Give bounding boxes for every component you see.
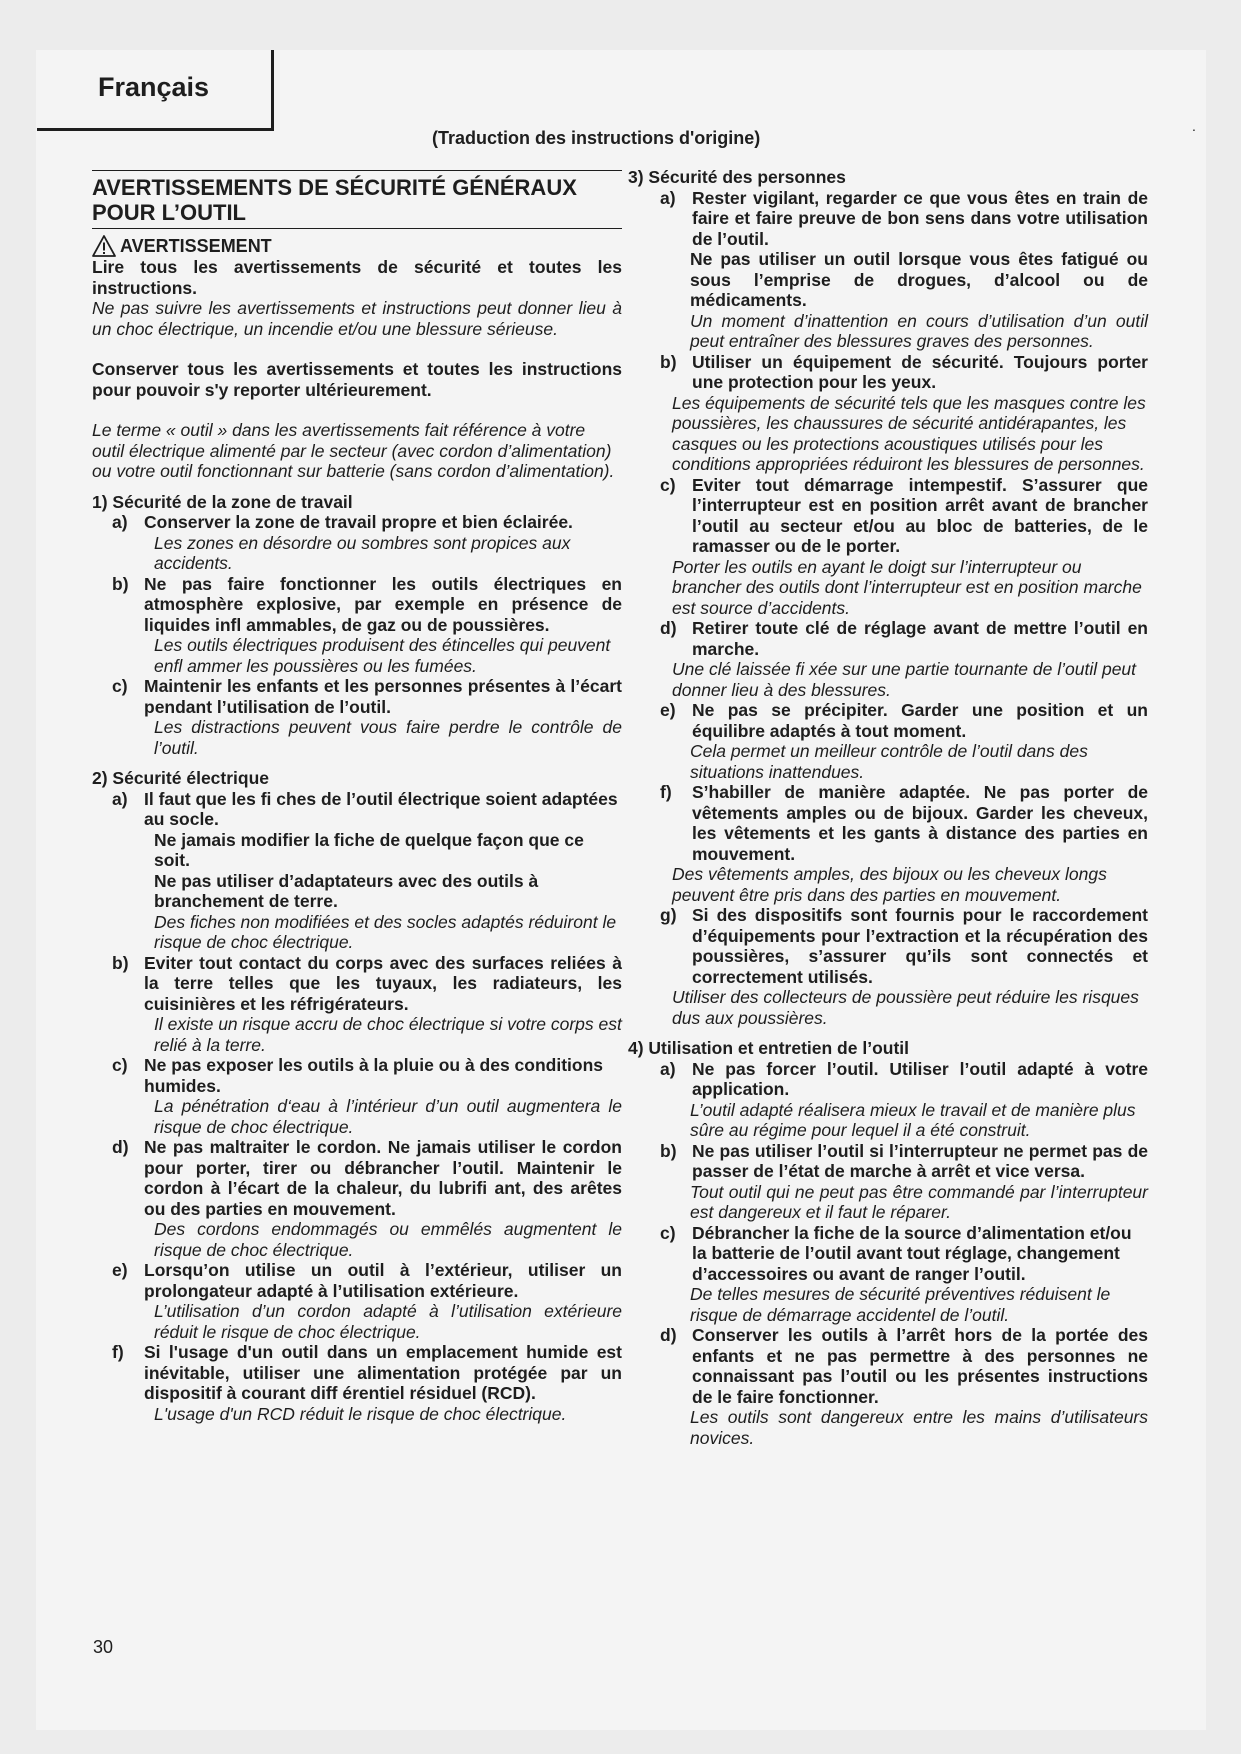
intro-italic: Ne pas suivre les avertissements et instructions peut donner lieu à un choc électrique, un incendie et/ou une blessure sérieuse. [92, 298, 622, 339]
item-note: Tout outil qui ne peut pas être commandé par l’interrupteur est dangereux et il faut le réparer. [690, 1181, 1148, 1222]
list-item: d) Conserver les outils à l’arrêt hors de la portée des enfants et ne pas permettre à des personnes ne connaissant pas l’outil ou les présentes instructions de le faire fonctionner. [660, 1325, 1148, 1407]
list-item: e) Lorsqu’on utilise un outil à l’extérieur, utiliser un prolongateur adapté à l’utilisation extérieure. [112, 1260, 622, 1301]
list-item: c) Maintenir les enfants et les personnes présentes à l’écart pendant l’utilisation de l’outil. [112, 676, 622, 717]
right-column [628, 167, 1148, 1448]
item-note: Porter les outils en ayant le doigt sur l’interrupteur ou brancher des outils dont l’interrupteur est en position marche est source d’accidents. [672, 556, 1142, 618]
item-text: Ne jamais modifier la fiche de quelque façon que ce soit. [154, 829, 584, 870]
heading-personal-safety: 3) Sécurité des personnes [628, 167, 846, 187]
list-item: g) Si des dispositifs sont fournis pour le raccordement d’équipements pour l’extraction et la récupération des poussières, s’assurer qu’ils sont connectés et correctement utilisés. [660, 905, 1148, 987]
item-note: Un moment d’inattention en cours d’utilisation d’un outil peut entraîner des blessures graves des personnes. [690, 310, 1148, 351]
list-item: c) Eviter tout démarrage intempestif. S’assurer que l’interrupteur est en position arrêt avant de brancher l’outil au secteur et/ou au bloc de batteries, de le ramasser ou de le porter. [660, 474, 1148, 556]
item-note: Les distractions peuvent vous faire perdre le contrôle de l’outil. [154, 717, 622, 758]
item-note: Des cordons endommagés ou emmêlés augmentent le risque de choc électrique. [154, 1219, 622, 1260]
left-column [92, 170, 622, 1424]
list-item: b) Utiliser un équipement de sécurité. Toujours porter une protection pour les yeux. [660, 351, 1148, 392]
list-item: f) Si l'usage d'un outil dans un emplacement humide est inévitable, utiliser une alimentation protégée par un dispositif à courant diff érentiel résiduel (RCD). [112, 1342, 622, 1403]
list-item: b) Ne pas utiliser l’outil si l’interrupteur ne permet pas de passer de l’état de marche à arrêt et vice versa. [660, 1140, 1148, 1181]
warning-triangle-icon [92, 235, 116, 257]
item-note: Une clé laissée fi xée sur une partie tournante de l’outil peut donner lieu à des blessures. [672, 659, 1137, 700]
term-definition: Le terme « outil » dans les avertissements fait référence à votre outil électrique alimenté par le secteur (avec cordon d’alimentation) ou votre outil fonctionnant sur batterie (sans cordon d’alimentation). [92, 420, 615, 481]
list-item: a) Ne pas forcer l’outil. Utiliser l’outil adapté à votre application. [660, 1058, 1148, 1099]
item-text: Ne pas utiliser d’adaptateurs avec des outils à branchement de terre. [154, 870, 539, 911]
item-note: Des vêtements amples, des bijoux ou les cheveux longs peuvent être pris dans des parties en mouvement. [672, 864, 1107, 905]
item-note: Il existe un risque accru de choc électrique si votre corps est relié à la terre. [154, 1014, 622, 1055]
item-note: La pénétration d‘eau à l’intérieur d’un outil augmentera le risque de choc électrique. [154, 1096, 622, 1137]
list-item: c) Ne pas exposer les outils à la pluie ou à des conditions humides. [112, 1055, 604, 1096]
item-text: Ne pas utiliser un outil lorsque vous êtes fatigué ou sous l’emprise de drogues, d’alcool ou de médicaments. [690, 249, 1148, 310]
heading-work-area: 1) Sécurité de la zone de travail [92, 491, 353, 512]
heading-electrical: 2) Sécurité électrique [92, 768, 270, 788]
list-item: b) Eviter tout contact du corps avec des surfaces reliées à la terre telles que les tuyaux, les radiateurs, les cuisinières et les réfrigérateurs. [112, 952, 622, 1014]
list-item: d) Ne pas maltraiter le cordon. Ne jamais utiliser le cordon pour porter, tirer ou débrancher l’outil. Maintenir le cordon à l’écart de la chaleur, du lubrifi ant, des arêtes ou des parties en mouvement. [112, 1137, 622, 1219]
tab-border-horizontal [37, 128, 274, 131]
warning-heading [92, 235, 622, 257]
warning-label: AVERTISSEMENT [120, 235, 272, 256]
item-note: Les zones en désordre ou sombres sont propices aux accidents. [154, 532, 571, 573]
list-item: a) Rester vigilant, regarder ce que vous êtes en train de faire et faire preuve de bon sens dans votre utilisation de l’outil. [660, 187, 1148, 249]
item-note: L’outil adapté réalisera mieux le travail et de manière plus sûre au régime pour lequel il a été construit. [690, 1099, 1136, 1140]
list-item: d) Retirer toute clé de réglage avant de mettre l’outil en marche. [660, 618, 1148, 659]
translation-subtitle: (Traduction des instructions d'origine) [432, 128, 761, 148]
item-note: Les outils électriques produisent des étincelles qui peuvent enfl ammer les poussières ou les fumées. [154, 635, 611, 676]
item-note: Les outils sont dangereux entre les mains d’utilisateurs novices. [690, 1407, 1148, 1448]
heading-tool-use: 4) Utilisation et entretien de l’outil [628, 1038, 909, 1058]
keep-instructions: Conserver tous les avertissements et toutes les instructions pour pouvoir s'y reporter ultérieurement. [92, 359, 622, 400]
tab-border-vertical [271, 50, 274, 130]
list-item: a) Conserver la zone de travail propre et bien éclairée. [112, 512, 573, 532]
item-note: Cela permet un meilleur contrôle de l’outil dans des situations inattendues. [690, 741, 1088, 782]
item-note: Des fiches non modifiées et des socles adaptés réduiront le risque de choc électrique. [154, 911, 617, 952]
list-item: b) Ne pas faire fonctionner les outils électriques en atmosphère explosive, par exemple en présence de liquides infl ammables, de gaz ou de poussières. [112, 573, 622, 635]
list-item: e) Ne pas se précipiter. Garder une position et un équilibre adaptés à tout moment. [660, 700, 1148, 741]
language-tab: Français [98, 72, 210, 102]
section-title: AVERTISSEMENTS DE SÉCURITÉ GÉNÉRAUX POUR L’OUTIL [92, 175, 577, 225]
intro-bold: Lire tous les avertissements de sécurité et toutes les instructions. [92, 257, 622, 298]
item-note: De telles mesures de sécurité préventives réduisent le risque de démarrage accidentel de l’outil. [690, 1284, 1111, 1325]
list-item: c) Débrancher la fiche de la source d’alimentation et/ou la batterie de l’outil avant tout réglage, changement d’accessoires ou avant de ranger l’outil. [660, 1222, 1132, 1284]
item-note: L’utilisation d’un cordon adapté à l’utilisation extérieure réduit le risque de choc électrique. [154, 1301, 622, 1342]
corner-dot: . [1192, 118, 1196, 134]
item-note: Les équipements de sécurité tels que les masques contre les poussières, les chaussures de sécurité antidérapantes, les casques ou les protections acoustiques utilisés pour les conditions appropriées réduiront les blessures de personnes. [672, 392, 1146, 474]
item-note: Utiliser des collecteurs de poussière peut réduire les risques dus aux poussières. [672, 987, 1139, 1028]
list-item: f) S’habiller de manière adaptée. Ne pas porter de vêtements amples ou de bijoux. Garder les cheveux, les vêtements et les gants à distance des parties en mouvement. [660, 782, 1148, 864]
list-item: a) Il faut que les fi ches de l’outil électrique soient adaptées au socle. [112, 788, 618, 829]
item-note: L'usage d'un RCD réduit le risque de choc électrique. [154, 1403, 567, 1424]
page-number: 30 [93, 1637, 114, 1657]
title-rule-bottom [92, 228, 622, 229]
